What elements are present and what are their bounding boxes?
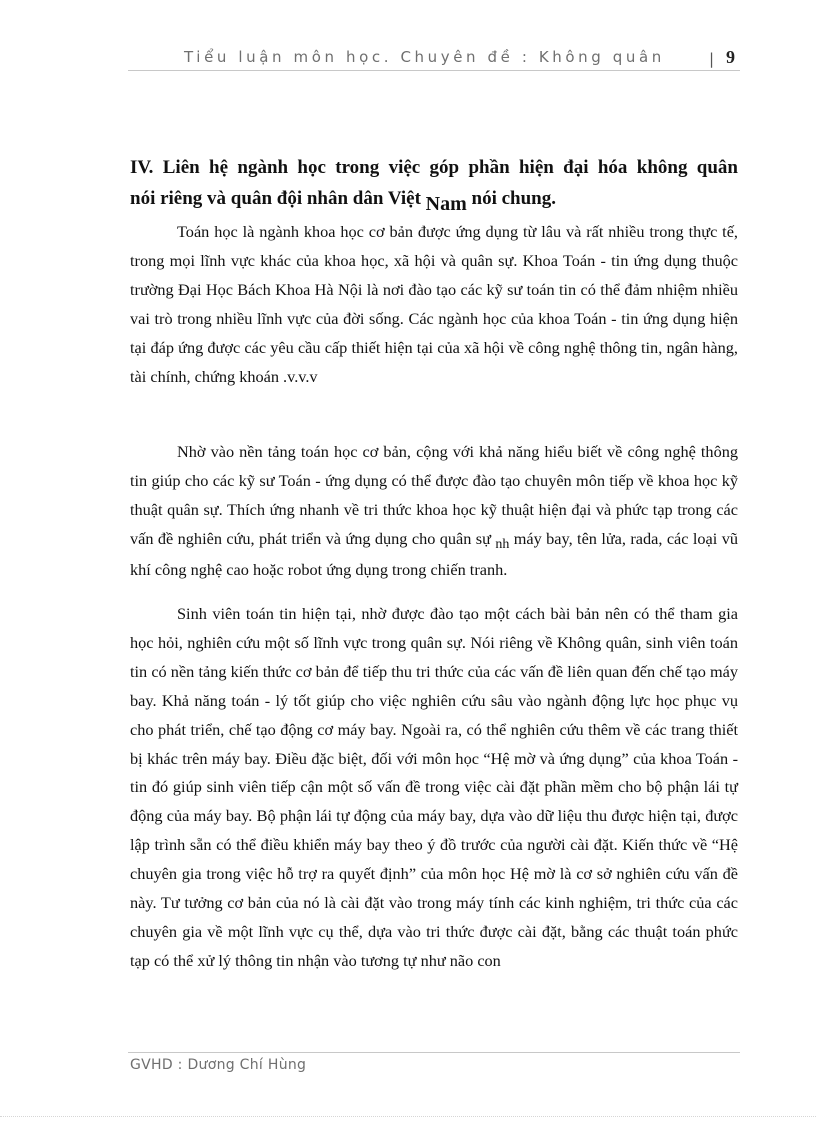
section-heading [130,152,738,214]
heading-word-nam: Nam [425,193,467,215]
header-separator: | [709,50,715,68]
section-heading-line2 [130,183,738,214]
page-bottom-border [0,1116,816,1117]
paragraph-1: Toán học là ngành khoa học cơ bản được ứng dụng từ lâu và rất nhiều trong thực tế, trong mọi lĩnh vực khác của khoa học, xã hội và quân sự. Khoa Toán - tin ứng dụng thuộc trường Đại Học Bách Khoa Hà Nội là nơi đào tạo các kỹ sư toán tin có thể đảm nhiệm nhiều vai trò trong nhiều lĩnh vực của đời sống. Các ngành học của khoa Toán - tin ứng dụng hiện tại đáp ứng được các yêu cầu cấp thiết hiện tại của xã hội về công nghệ thông tin, ngân hàng, tài chính, chứng khoán .v.v.v [130,222,738,386]
footer-instructor: GVHD : Dương Chí Hùng [130,1057,307,1073]
paragraph-2 [130,438,738,585]
paragraph-3: Sinh viên toán tin hiện tại, nhờ được đào tạo một cách bài bản nên có thể tham gia học hỏi, nghiên cứu một số lĩnh vực trong quân sự. Nói riêng về Không quân, sinh viên toán tin có nền tảng kiến thức cơ bản để tiếp thu tri thức của các vấn đề liên quan đến chế tạo máy bay. Khả năng toán - lý tốt giúp cho việc nghiên cứu sâu vào ngành động lực học phục vụ cho phát triển, chế tạo động cơ máy bay. Ngoài ra, có thể nghiên cứu thêm về các trang thiết bị khác trên máy bay. Điều đặc biệt, đối với môn học “Hệ mờ và ứng dụng” của khoa Toán - tin đó giúp sinh viên tiếp cận một số vấn đề trong việc cài đặt phần mềm cho bộ phận lái tự động của máy bay. Bộ phận lái tự động của máy bay, dựa vào dữ liệu thu được hiện tại, được lập trình sẵn có thể điều khiển máy bay theo ý đồ trước của người cài đặt. Kiến thức về “Hệ chuyên gia trong việc hỗ trợ ra quyết định” của môn học Hệ mờ là cơ sở nghiên cứu vấn đề này. Tư tưởng cơ bản của nó là cài đặt vào trong máy tính các kinh nghiệm, tri thức của các chuyên gia về một lĩnh vực cụ thể, dựa vào tri thức được cài đặt, bằng các thuật toán phức tạp có thể xử lý thông tin nhận vào tương tự như não con [130,604,738,970]
paragraph-2-fragment: nh [495,536,510,552]
heading-line2-start: nói riêng và quân đội nhân dân Việt [130,188,421,209]
page-number: 9 [726,47,735,67]
footer-rule [128,1052,740,1053]
paragraph-2-part-a: Nhờ vào nền tảng toán học cơ bản, cộng với khả năng hiểu biết về công nghệ thông tin giúp cho các kỹ sư Toán - ứng dụng có thể được đào tạo chuyên môn tiếp về khoa học kỹ thuật quân sự. Thích ứng nhanh về tri thức khoa học kỹ thuật hiện đại và phức tạp trong các vấn đề nghiên cứu, phát triển và ứng dụng cho quân sự [130,442,738,548]
heading-line2-end: nói chung. [471,188,556,209]
paragraph-2-part-b: máy bay, tên lửa, rada, các loại vũ khí công nghệ cao hoặc robot ứng dụng trong chiến tranh. [130,528,738,579]
header-title: Tiểu luận môn học. Chuyên đề : Không quân [184,48,665,66]
section-heading-line1: IV. Liên hệ ngành học trong việc góp phần hiện đại hóa không quân [130,157,738,178]
header-rule [128,70,740,71]
